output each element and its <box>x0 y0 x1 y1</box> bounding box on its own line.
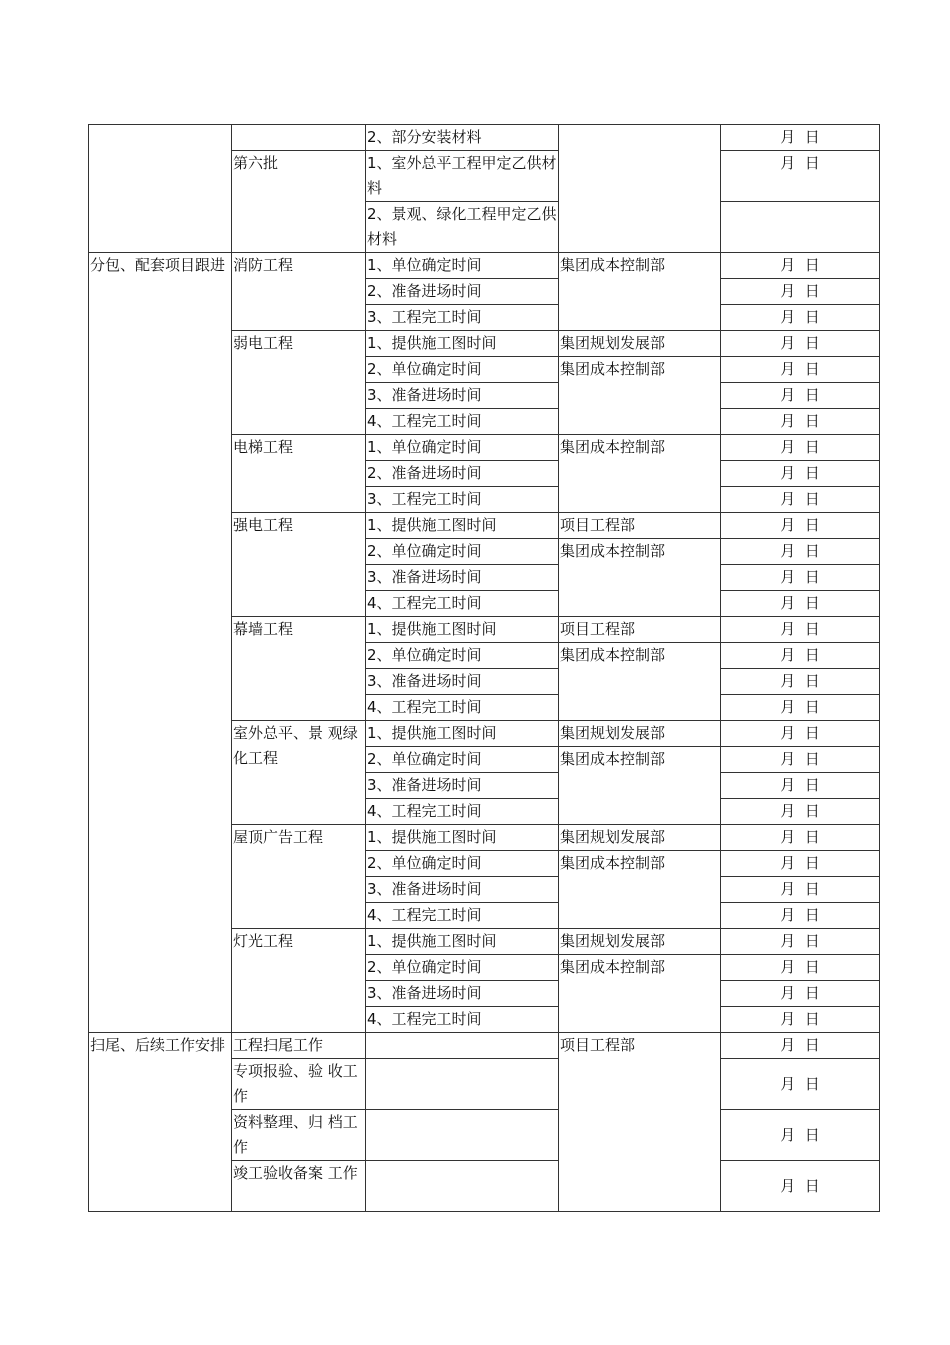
dept-cell-empty <box>559 125 721 253</box>
date-cell: 月 日 <box>721 1059 880 1110</box>
date-cell: 月 日 <box>721 721 880 747</box>
date-cell: 月 日 <box>721 461 880 487</box>
task-cell: 2、单位确定时间 <box>366 747 559 773</box>
date-cell: 月 日 <box>721 357 880 383</box>
date-cell: 月 日 <box>721 799 880 825</box>
date-cell: 月 日 <box>721 331 880 357</box>
dept-cell: 集团规划发展部 <box>559 721 721 747</box>
date-cell: 月 日 <box>721 643 880 669</box>
task-cell: 2、单位确定时间 <box>366 643 559 669</box>
task-cell: 2、单位确定时间 <box>366 357 559 383</box>
task-cell: 4、工程完工时间 <box>366 695 559 721</box>
item-name: 专项报验、验 收工作 <box>232 1059 366 1110</box>
task-cell: 3、准备进场时间 <box>366 565 559 591</box>
date-cell: 月 日 <box>721 851 880 877</box>
dept-cell: 集团成本控制部 <box>559 357 721 435</box>
dept-cell: 集团成本控制部 <box>559 851 721 929</box>
date-cell: 月 日 <box>721 151 880 202</box>
date-cell: 月 日 <box>721 669 880 695</box>
item-name: 资料整理、归 档工作 <box>232 1110 366 1161</box>
date-cell: 月 日 <box>721 383 880 409</box>
item-name: 灯光工程 <box>232 929 366 1033</box>
date-cell: 月 日 <box>721 487 880 513</box>
item-name: 屋顶广告工程 <box>232 825 366 929</box>
date-cell: 月 日 <box>721 617 880 643</box>
date-cell: 月 日 <box>721 279 880 305</box>
item-name: 强电工程 <box>232 513 366 617</box>
task-cell-empty <box>366 1161 559 1212</box>
task-cell: 2、单位确定时间 <box>366 955 559 981</box>
date-cell: 月 日 <box>721 591 880 617</box>
task-cell: 3、准备进场时间 <box>366 669 559 695</box>
date-cell: 月 日 <box>721 513 880 539</box>
item-name: 电梯工程 <box>232 435 366 513</box>
task-cell-empty <box>366 1033 559 1059</box>
date-cell: 月 日 <box>721 747 880 773</box>
item-name: 弱电工程 <box>232 331 366 435</box>
schedule-table <box>88 124 880 1212</box>
dept-cell: 集团规划发展部 <box>559 929 721 955</box>
item-name: 竣工验收备案 工作 <box>232 1161 366 1212</box>
date-cell: 月 日 <box>721 409 880 435</box>
batch-name: 第六批 <box>232 151 366 253</box>
date-cell: 月 日 <box>721 955 880 981</box>
item-name: 室外总平、景 观绿化工程 <box>232 721 366 825</box>
date-cell: 月 日 <box>721 903 880 929</box>
task-cell: 3、准备进场时间 <box>366 981 559 1007</box>
task-cell: 1、单位确定时间 <box>366 253 559 279</box>
item-name: 幕墙工程 <box>232 617 366 721</box>
task-cell: 1、提供施工图时间 <box>366 513 559 539</box>
date-cell: 月 日 <box>721 565 880 591</box>
task-cell: 1、提供施工图时间 <box>366 331 559 357</box>
dept-cell: 集团成本控制部 <box>559 643 721 721</box>
date-cell: 月 日 <box>721 773 880 799</box>
task-cell: 1、单位确定时间 <box>366 435 559 461</box>
dept-cell: 集团规划发展部 <box>559 331 721 357</box>
task-cell: 2、部分安装材料 <box>366 125 559 151</box>
date-cell: 月 日 <box>721 825 880 851</box>
task-cell: 4、工程完工时间 <box>366 591 559 617</box>
date-cell: 月 日 <box>721 929 880 955</box>
date-cell: 月 日 <box>721 695 880 721</box>
dept-cell: 集团规划发展部 <box>559 825 721 851</box>
task-cell: 2、准备进场时间 <box>366 279 559 305</box>
task-cell: 3、准备进场时间 <box>366 877 559 903</box>
task-cell: 1、提供施工图时间 <box>366 929 559 955</box>
date-cell: 月 日 <box>721 253 880 279</box>
section-label: 分包、配套项目跟进 <box>89 253 232 1033</box>
task-cell: 4、工程完工时间 <box>366 409 559 435</box>
date-cell: 月 日 <box>721 435 880 461</box>
item-name: 消防工程 <box>232 253 366 331</box>
dept-cell: 项目工程部 <box>559 617 721 643</box>
task-cell-empty <box>366 1110 559 1161</box>
task-cell: 4、工程完工时间 <box>366 1007 559 1033</box>
dept-cell: 集团成本控制部 <box>559 955 721 1033</box>
section-cell-empty <box>89 125 232 253</box>
section-label: 扫尾、后续工作安排 <box>89 1033 232 1212</box>
task-cell: 2、景观、绿化工程甲定乙供材料 <box>366 202 559 253</box>
date-cell-empty <box>721 202 880 253</box>
task-cell: 2、单位确定时间 <box>366 851 559 877</box>
dept-cell: 集团成本控制部 <box>559 435 721 513</box>
task-cell: 1、提供施工图时间 <box>366 721 559 747</box>
date-cell: 月 日 <box>721 1033 880 1059</box>
dept-cell: 集团成本控制部 <box>559 539 721 617</box>
task-cell: 3、工程完工时间 <box>366 487 559 513</box>
date-cell: 月 日 <box>721 1007 880 1033</box>
date-cell: 月 日 <box>721 981 880 1007</box>
task-cell: 3、准备进场时间 <box>366 773 559 799</box>
date-cell: 月 日 <box>721 539 880 565</box>
task-cell: 4、工程完工时间 <box>366 799 559 825</box>
batch-cell-empty <box>232 125 366 151</box>
date-cell: 月 日 <box>721 1110 880 1161</box>
task-cell: 2、单位确定时间 <box>366 539 559 565</box>
date-cell: 月 日 <box>721 1161 880 1212</box>
schedule-table-body <box>89 125 880 1212</box>
dept-cell: 项目工程部 <box>559 513 721 539</box>
dept-cell: 集团成本控制部 <box>559 747 721 825</box>
task-cell: 2、准备进场时间 <box>366 461 559 487</box>
item-name: 工程扫尾工作 <box>232 1033 366 1059</box>
task-cell: 4、工程完工时间 <box>366 903 559 929</box>
task-cell: 1、提供施工图时间 <box>366 825 559 851</box>
task-cell: 3、工程完工时间 <box>366 305 559 331</box>
dept-cell: 项目工程部 <box>559 1033 721 1212</box>
date-cell: 月 日 <box>721 877 880 903</box>
task-cell-empty <box>366 1059 559 1110</box>
date-cell: 月 日 <box>721 125 880 151</box>
task-cell: 3、准备进场时间 <box>366 383 559 409</box>
task-cell: 1、提供施工图时间 <box>366 617 559 643</box>
date-cell: 月 日 <box>721 305 880 331</box>
dept-cell: 集团成本控制部 <box>559 253 721 331</box>
task-cell: 1、室外总平工程甲定乙供材料 <box>366 151 559 202</box>
